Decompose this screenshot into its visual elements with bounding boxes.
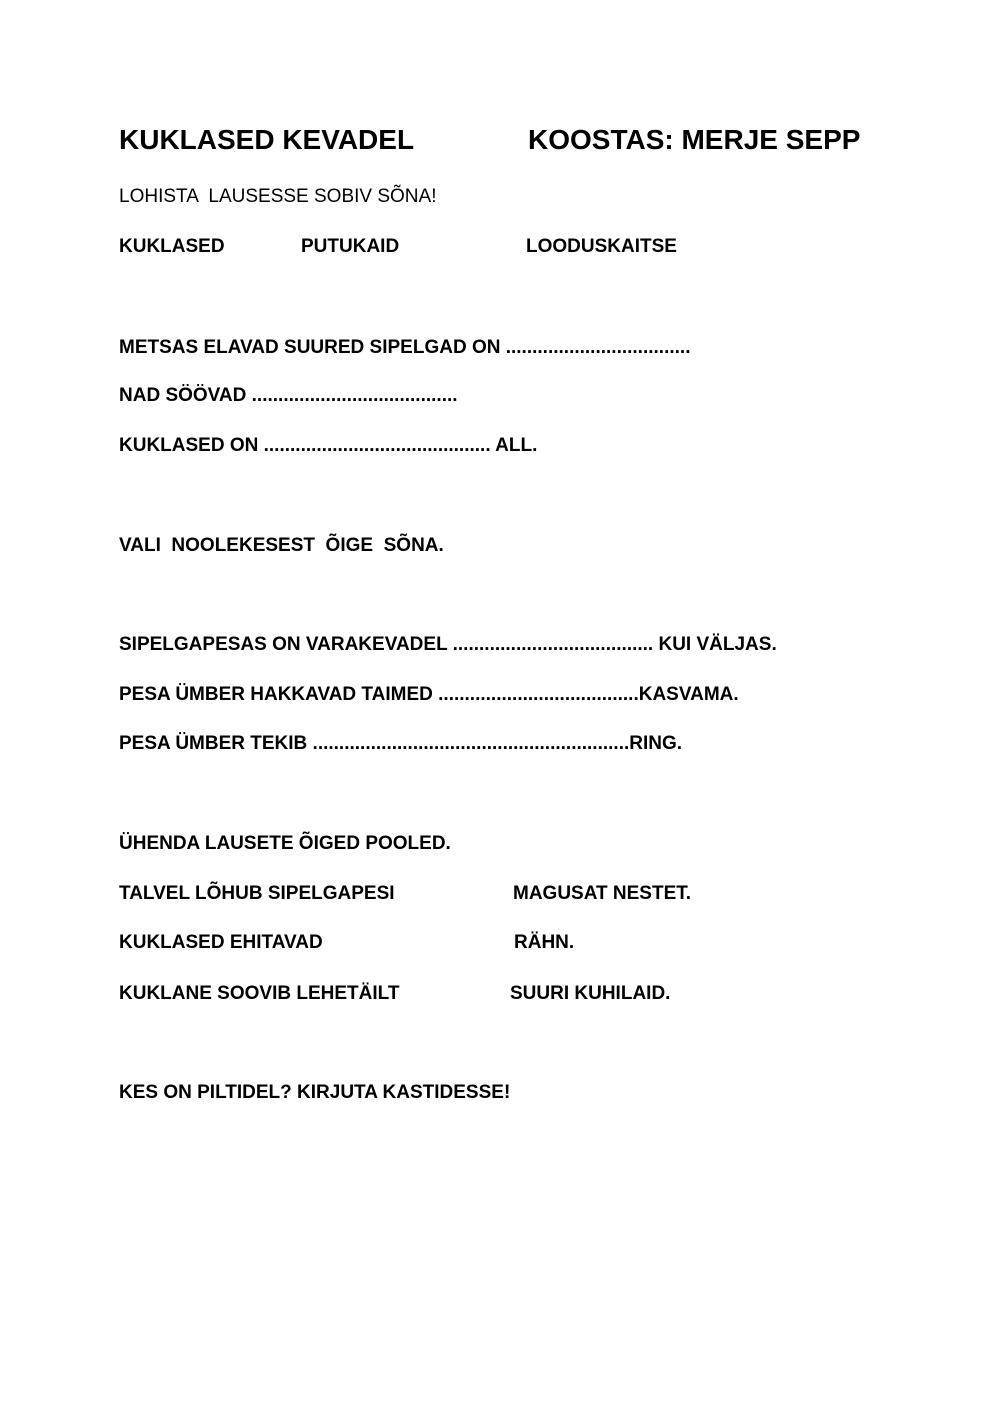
dropdown-sentence[interactable]: SIPELGAPESAS ON VARAKEVADEL ...................................... KUI VÄLJAS. [119,634,777,655]
fill-sentence[interactable]: KUKLASED ON ........................................... ALL. [119,435,538,456]
word-option[interactable]: LOODUSKAITSE [526,236,677,257]
task3-instruction: ÜHENDA LAUSETE ÕIGED POOLED. [119,833,451,854]
task4-instruction: KES ON PILTIDEL? KIRJUTA KASTIDESSE! [119,1082,511,1103]
task2-instruction: VALI NOOLEKESEST ÕIGE SÕNA. [119,535,444,556]
word-option[interactable]: PUTUKAID [301,236,400,257]
match-right-item[interactable]: RÄHN. [514,932,575,953]
fill-sentence[interactable]: NAD SÖÖVAD ....................................... [119,385,458,406]
match-left-item[interactable]: KUKLASED EHITAVAD [119,932,323,953]
match-left-item[interactable]: TALVEL LÕHUB SIPELGAPESI [119,883,395,904]
author-credit: KOOSTAS: MERJE SEPP [528,124,861,155]
word-option[interactable]: KUKLASED [119,236,225,257]
match-right-item[interactable]: MAGUSAT NESTET. [513,883,692,904]
worksheet-title: KUKLASED KEVADEL [119,124,415,155]
match-right-item[interactable]: SUURI KUHILAID. [510,983,671,1004]
task1-instruction: LOHISTA LAUSESSE SOBIV SÕNA! [119,186,437,207]
dropdown-sentence[interactable]: PESA ÜMBER TEKIB ............................................................RING. [119,733,683,754]
match-left-item[interactable]: KUKLANE SOOVIB LEHETÄILT [119,983,400,1004]
dropdown-sentence[interactable]: PESA ÜMBER HAKKAVAD TAIMED ......................................KASVAMA. [119,684,739,705]
fill-sentence[interactable]: METSAS ELAVAD SUURED SIPELGAD ON ................................... [119,337,691,358]
